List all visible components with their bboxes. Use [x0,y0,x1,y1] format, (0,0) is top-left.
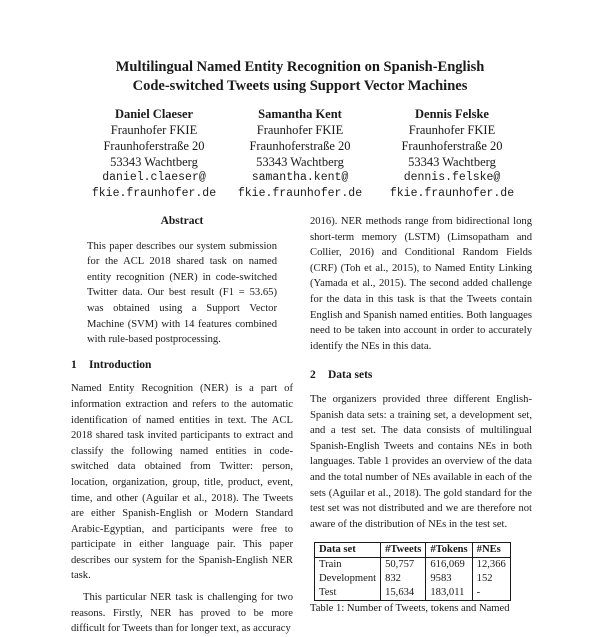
table-cell: 50,757 [381,558,426,573]
table-row [315,558,511,573]
abstract-heading: Abstract [160,215,204,227]
abstract-text: This paper describes our system submission for the ACL 2018 shared task on named entity recognition (NER) in code-switched Twitter data. Our best result (F1 = 53.65) was obtained using a Support Vector Machine (SVM) with 14 features combined with rule-based postprocessing. [87,240,277,346]
title-line-1: Multilingual Named Entity Recognition on Spanish-English [115,59,485,75]
table-cell: Train [315,558,381,573]
author-org: Fraunhofer FKIE [110,123,198,137]
table-cell: - [472,586,510,601]
paper-title [60,58,540,96]
table-row [315,586,511,601]
author-email-line-1: samantha.kent@ [251,171,349,184]
table-cell: 12,366 [472,558,510,573]
table-header-cell: #Tokens [426,543,472,558]
data-sets-table [314,542,511,601]
table-cell: 15,634 [381,586,426,601]
author-email-line-1: daniel.claeser@ [102,171,206,184]
section-number: 2 [310,369,316,382]
author-street: Fraunhoferstraße 20 [103,139,205,153]
table-header-cell: #Tweets [381,543,426,558]
author-name: Samantha Kent [258,107,342,121]
table-header-cell: #NEs [472,543,510,558]
author-block [79,106,229,202]
author-org: Fraunhofer FKIE [256,123,344,137]
table-cell: 152 [472,572,510,586]
table-cell: 832 [381,572,426,586]
table-row [315,572,511,586]
introduction-paragraph-1: Named Entity Recognition (NER) is a part of information extraction and refers to the automatic identification of named entities in text. The ACL 2018 shared task invited participants to extract and classify the following named entities in code-switched data obtained from Twitter: person, location, organization, group, title, product, event, time, and other (Aguilar et al., 2018). The Tweets are either Spanish-English or Modern Standard Arabic-Egyptian, and participants were free to participate in either language pair. This paper describes our system for the Spanish-English NER task. [71,383,293,582]
section-heading-data-sets [310,368,532,384]
author-name: Daniel Claeser [114,107,194,121]
author-org: Fraunhofer FKIE [408,123,496,137]
table-cell: 9583 [426,572,472,586]
author-block [225,106,375,202]
author-name: Dennis Felske [415,107,489,121]
table-cell: 616,069 [426,558,472,573]
table-cell: 183,011 [426,586,472,601]
section-number: 1 [71,358,77,371]
table-cell: Development [315,572,381,586]
author-street: Fraunhoferstraße 20 [249,139,351,153]
author-city: 53343 Wachtberg [256,155,344,169]
author-city: 53343 Wachtberg [110,155,198,169]
right-column [310,214,532,617]
data-sets-paragraph: The organizers provided three different English-Spanish data sets: a training set, a development set, and a test set. The data consists of multilingual Spanish-English Tweets and contains NEs in both languages. Table 1 provides an overview of the data and the total number of NEs available in each of the sets (Aguilar et al., 2018). The gold standard for the test set was not distributed and we are therefore not aware of the distribution of NEs in the test set. [310,393,532,530]
author-email-line-1: dennis.felske@ [403,171,501,184]
section-title: Introduction [89,358,152,371]
section-title: Data sets [328,369,373,382]
title-line-2: Code-switched Tweets using Support Vector Machines [132,78,468,94]
left-column [71,214,293,637]
table-header-cell: Data set [315,543,381,558]
author-email-line-2: fkie.fraunhofer.de [389,187,515,200]
author-email-line-2: fkie.fraunhofer.de [91,187,217,200]
author-street: Fraunhoferstraße 20 [401,139,503,153]
abstract-body [71,239,293,348]
table-cell: Test [315,586,381,601]
table-caption: Table 1: Number of Tweets, tokens and Named [310,603,510,615]
table-header-row [315,543,511,558]
author-block [377,106,527,202]
author-city: 53343 Wachtberg [408,155,496,169]
introduction-paragraph-continued: 2016). NER methods range from bidirectional long short-term memory (LSTM) (Limsopatham and Collier, 2016) and Conditional Random Fields (CRF) (Toh et al., 2015), to Named Entity Linking (Yamada et al., 2015). The second added challenge for the data in this task is that the Tweets contain English and Spanish named entities. Both languages need to be taken into account in order to accurately identify the NEs in this data. [310,216,532,352]
section-heading-introduction [71,358,293,374]
author-email-line-2: fkie.fraunhofer.de [237,187,363,200]
introduction-paragraph-2: This particular NER task is challenging for two reasons. Firstly, NER has proved to be more difficult for Tweets than for longer text, as accuracy [71,592,293,635]
